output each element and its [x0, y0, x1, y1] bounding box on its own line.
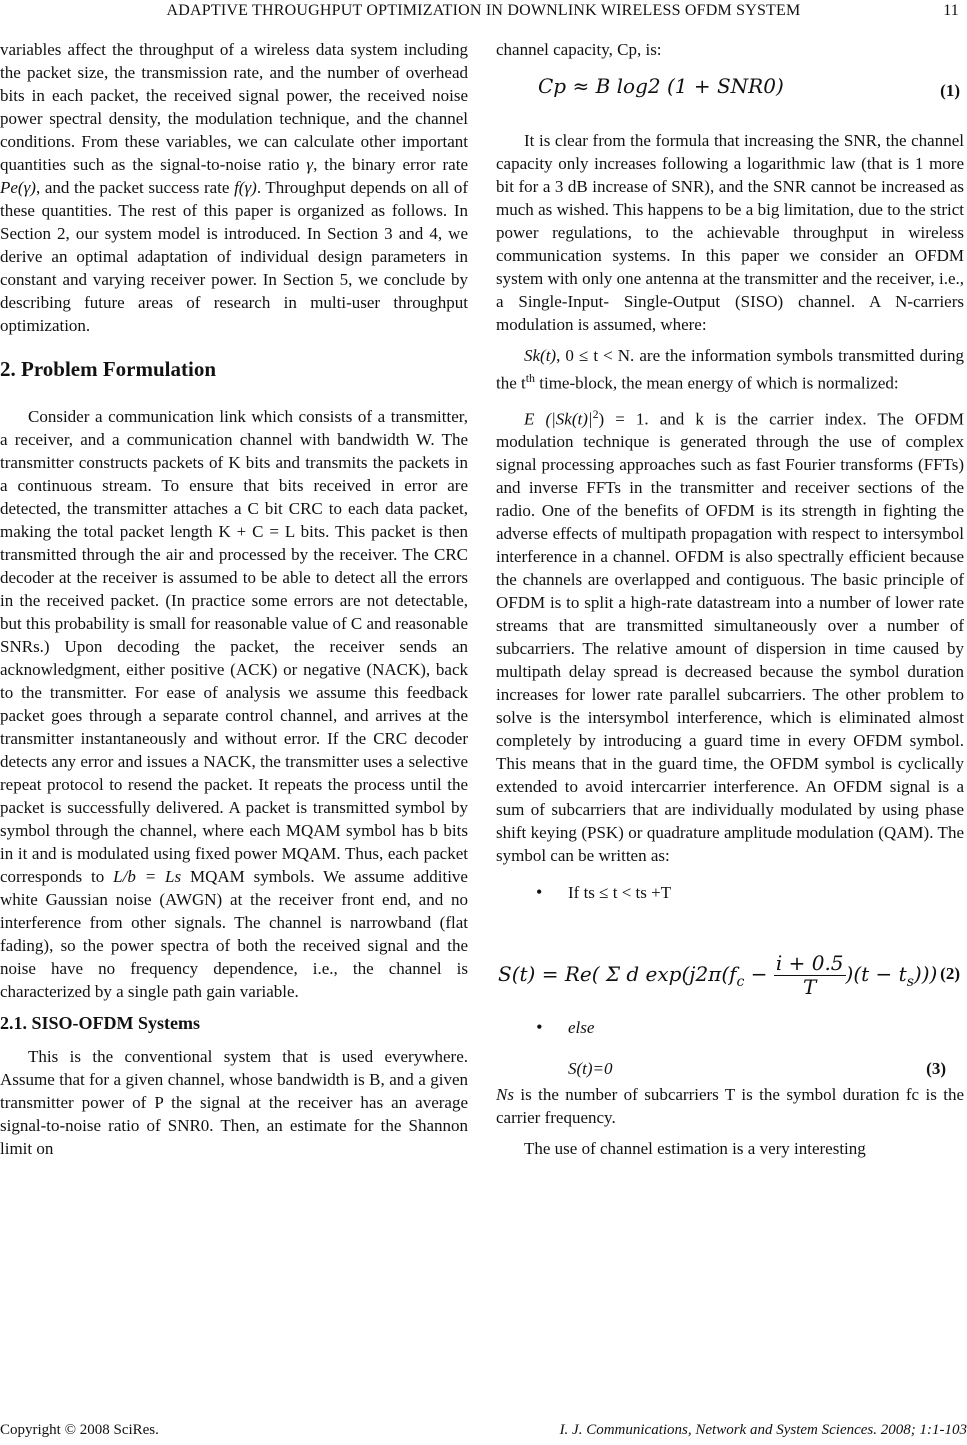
start-subscript: s	[906, 974, 914, 991]
subsection-heading-siso: 2.1. SISO-OFDM Systems	[0, 1013, 201, 1033]
right-column	[496, 38, 964, 1168]
copyright: Copyright © 2008 SciRes.	[0, 1422, 159, 1438]
equation-1-number: (1)	[940, 81, 960, 100]
carrier-subscript: c	[736, 974, 745, 991]
equation-1	[496, 69, 964, 117]
equation-2-fraction	[774, 952, 846, 999]
equation-2-left: S(t) = Re( Σ d	[498, 962, 640, 987]
page-number: 11	[943, 2, 959, 19]
equation-2-minus: −	[744, 962, 774, 987]
channel-estimation-paragraph: The use of channel estimation is a very interesting	[524, 1139, 866, 1159]
symbols-text-a: , 0 ≤ t < N. are the information symbols transmitted during the t	[496, 346, 964, 393]
left-column	[0, 38, 468, 1168]
equation-1-body: Cp ≈ B log2 (1 + SNR0)	[538, 74, 784, 98]
equation-2-body	[498, 952, 937, 999]
equation-2-number: (2)	[940, 964, 960, 984]
symbols-paragraph	[496, 344, 964, 395]
gamma-symbol: γ	[299, 155, 314, 174]
running-head	[0, 0, 967, 22]
ns-symbol: Ns	[496, 1085, 514, 1105]
ofdm-text: ) = 1. and k is the carrier index. The OFDM modulation technique is generated through the use of complex signal processing approaches such as fast Fourier transforms (FFTs) and inverse FFTs in the transmitter and receiver sections of the radio. One of the benefits of OFDM is its strength in fighting the adverse effects of multipath propagation with respect to intersymbol interference in a channel. OFDM is also spectrally efficient because the channels are overlapped and contiguous. The basic principle of OFDM is to split a high-rate datastream into a number of lower rate streams that are transmitted simultaneously over a number of subcarriers. The relative amount of dispersion in time caused by multipath delay spread is decreased because the symbol duration increases for lower rate parallel subcarriers. The other problem to solve is the intersymbol interference, which is eliminated almost completely by introducing a guard time in every OFDM symbol. This means that in the guard time, the OFDM symbol is cyclically extended to avoid intercarrier interference. An OFDM signal is a sum of subcarriers that are individually modulated by using phase shift keying (PSK) or quadrature amplitude modulation (QAM). The symbol can be written as:	[496, 409, 964, 866]
problem-paragraph	[0, 405, 468, 1003]
capacity-intro: channel capacity, Cp, is:	[496, 40, 662, 59]
equation-3-number: (3)	[926, 1059, 946, 1079]
equation-2-tail: )(t − t	[845, 962, 907, 987]
lb-ls-expression: L/b = Ls	[113, 867, 182, 886]
intro-paragraph	[0, 38, 468, 337]
equation-2	[496, 922, 964, 1010]
intro-text-a: variables affect the throughput of a wireless data system including the packet size, the transmission rate, and the number of overhead bits in each packet, the received signal power, the received noise power spectral density, the modulation technique, and the channel conditions. From these variables, we can calculate other important quantities such as the signal-to-noise ratio	[0, 40, 468, 174]
problem-text-a: Consider a communication link which consists of a transmitter, a receiver, and a communication channel with bandwidth W. The transmitter constructs packets of K bits and transmits the packets in a continuous stream. To ensure that bits received in error are detected, the transmitter attaches a C bit CRC to each data packet, making the total packet length K + C = L bits. This packet is then transmitted through the air and processed by the receiver. The CRC decoder at the receiver is assumed to be able to detect all the errors in the received packet. (In practice some errors are not detectable, but this probability is small for reasonable value of C and reasonable SNRs.) Upon decoding the packet, the receiver sends an acknowledgment, either positive (ACK) or negative (NACK), back to the transmitter. For ease of analysis we assume this feedback packet goes through a separate control channel, and arrives at the transmitter instantaneously and without error. If the CRC decoder detects any error and issues a NACK, the transmitter uses a selective repeat protocol to resend the packet. It repeats the process until the packet is successfully delivered. A packet is transmitted symbol by symbol through the channel, where each MQAM symbol has b bits in it and is modulated using fixed power MQAM. Thus, each packet corresponds to	[0, 407, 468, 886]
equation-3-body: S(t)=0	[568, 1059, 613, 1079]
intro-text-d: . Throughput depends on all of these quantities. The rest of this paper is organized as follows. In Section 2, our system model is introduced. In Section 3 and 4, we derive an optimal adaptation of individual design parameters in constant and varying receiver power. In Section 5, we conclude by describing future areas of research in multi-user throughput optimization.	[0, 178, 468, 335]
problem-text-b: MQAM symbols. We assume additive white Gaussian noise (AWGN) at the receiver front end, and no interference from other signals. The channel is narrowband (flat fading), so the power spectra of both the received signal and the noise have no frequency dependence, i.e., the channel is characterized by a single path gain variable.	[0, 867, 468, 1001]
condition-bullet-if: • If ts ≤ t < ts +T	[496, 881, 964, 904]
squared-superscript: 2	[592, 406, 599, 421]
intro-text-c: , and the packet success rate	[35, 178, 235, 197]
equation-2-end: )))	[913, 962, 938, 987]
fraction-denominator: T	[803, 975, 817, 1000]
symbols-text-b: time-block, the mean energy of which is normalized:	[535, 373, 899, 393]
fraction-numerator: i + 0.5	[775, 951, 844, 976]
ns-text: is the number of subcarriers T is the symbol duration fc is the carrier frequency.	[496, 1085, 964, 1128]
sk-symbol: Sk(t)	[524, 346, 557, 365]
equation-2-exp: exp(j2π(f	[645, 962, 737, 987]
intro-text-b: , the binary error rate	[313, 155, 468, 174]
journal-citation: I. J. Communications, Network and System Sciences. 2008; 1:1-103	[559, 1422, 967, 1438]
th-superscript: th	[525, 371, 535, 385]
condition-bullet-else: • else	[496, 1016, 964, 1039]
ns-paragraph	[496, 1083, 964, 1129]
ofdm-paragraph	[496, 403, 964, 868]
snr-paragraph: It is clear from the formula that increasing the SNR, the channel capacity only increases following a logarithmic law (that is 1 more bit for a 3 dB increase of SNR), and the SNR cannot be increased as much as wished. This happens to be a big limitation, due to the strict power regulations, to the achievable throughput in wireless communication systems. In this paper we consider an OFDM system with only one antenna at the transmitter and the receiver, i.e., a Single-Input- Single-Output (SISO) channel. A N-carriers modulation is assumed, where:	[496, 131, 964, 334]
ber-symbol: Pe(γ)	[0, 178, 36, 197]
siso-paragraph: This is the conventional system that is used everywhere. Assume that for a given channel, whose bandwidth is B, and a given transmitter power of P the signal at the receiver has an average signal-to-noise ratio of SNR0. Then, an estimate for the Shannon limit on	[0, 1047, 468, 1158]
equation-3	[496, 1057, 964, 1083]
running-title: ADAPTIVE THROUGHPUT OPTIMIZATION IN DOWNLINK WIRELESS OFDM SYSTEM	[166, 2, 801, 19]
psr-symbol: f(γ)	[234, 178, 257, 197]
section-heading-problem: 2. Problem Formulation	[0, 357, 217, 381]
expectation-expression: E (|Sk(t)|	[524, 409, 593, 429]
